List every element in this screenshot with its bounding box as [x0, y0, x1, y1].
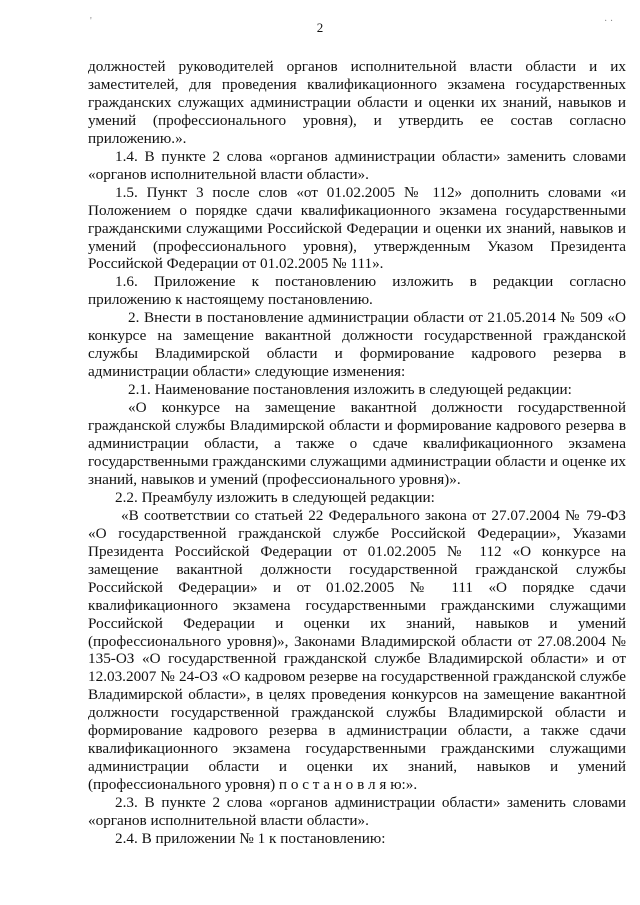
scan-mark-left: '	[90, 16, 92, 27]
paragraph-2-3: 2.3. В пункте 2 слова «органов администрации области» заменить словами «органов исполнительной власти области».	[88, 794, 626, 830]
paragraph-2-4: 2.4. В приложении № 1 к постановлению:	[115, 829, 386, 847]
paragraph-continuation: должностей руководителей органов исполнительной власти области и их заместителей, для проведения квалификационного экзамена государственных гражданских служащих администрации области и оценки их знаний, навыков и умений (профессионального уровня), и утвердить ее состав согласно приложению.».	[88, 58, 626, 147]
document-body	[88, 58, 626, 848]
paragraph-2-1: 2.1. Наименование постановления изложить в следующей редакции:	[128, 381, 572, 399]
page-number: 2	[316, 20, 324, 35]
paragraph-1-5: 1.5. Пункт 3 после слов «от 01.02.2005 № 112» дополнить словами «и Положением о порядке сдачи квалификационного экзамена государственными гражданскими служащими Российской Федерации и оценки их знаний, навыков и умений (профессионального уровня), утвержденным Указом Президента Российской Федерации от 01.02.2005 № 111».	[88, 183, 626, 273]
paragraph-2-2-quote: «В соответствии со статьей 22 Федерального закона от 27.07.2004 № 79-ФЗ «О государственной гражданской службе Российской Федерации», Указами Президента Российской Федерации от 01.02.2005 № 112 «О конкурсе на замещение вакантной должности государственной гражданской службы Российской Федерации» и от 01.02.2005 № 111 «О порядке сдачи квалификационного экзамена государственными гражданскими служащими Российской Федерации и оценки их знаний, навыков и умений (профессионального уровня)», Законами Владимирской области от 27.08.2004 № 135-ОЗ «О государственной гражданской службе Владимирской области» и от 12.03.2007 № 24-ОЗ «О кадровом резерве на государственной гражданской службе Владимирской области», в целях проведения конкурсов на замещение вакантной должности государственной гражданской службы Владимирской области и формирование кадрового резерва в администрации области, а также сдачи квалификационного экзамена государственными гражданскими служащими администрации области и оценки их знаний, навыков и умений (профессионального уровня) п о с т а н о в л я ю:».	[88, 506, 626, 794]
scan-mark: · ·	[604, 16, 614, 27]
paragraph-2-2: 2.2. Преамбулу изложить в следующей редакции:	[115, 488, 435, 506]
paragraph-2-1-quote: «О конкурсе на замещение вакантной должности государственной гражданской службы Владимирской области и формирование кадрового резерва в администрации области, а также о сдаче квалификационного экзамена государственными гражданскими служащими администрации области и оценке их знаний, навыков и умений (профессионального уровня)».	[88, 399, 626, 488]
paragraph-1-6: 1.6. Приложение к постановлению изложить в редакции согласно приложению к настоящему постановлению.	[88, 273, 626, 309]
paragraph-2: 2. Внести в постановление администрации области от 21.05.2014 № 509 «О конкурсе на замещение вакантной должности государственной гражданской службы Владимирской области и формирование кадрового резерва в администрации области» следующие изменения:	[88, 309, 626, 381]
paragraph-1-4: 1.4. В пункте 2 слова «органов администрации области» заменить словами «органов исполнительной власти области».	[88, 147, 626, 183]
